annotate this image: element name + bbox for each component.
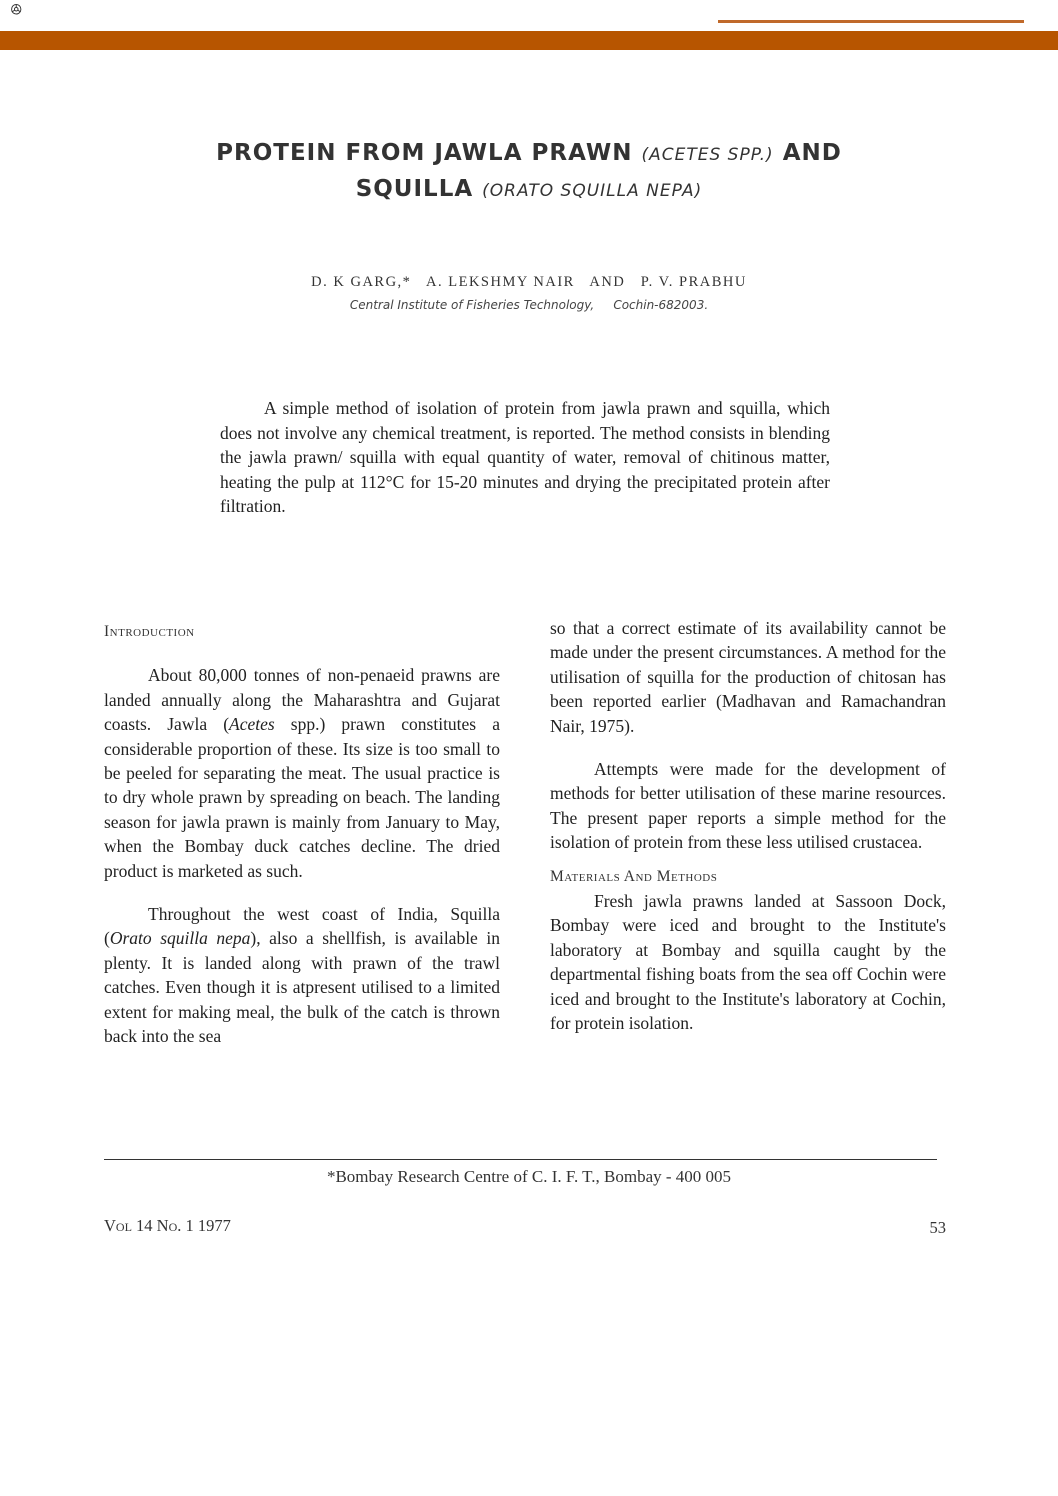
- right-paragraph-2: Attempts were made for the development of methods for better utilisation of these marine resources. The present paper reports a simple method for the isolation of protein from these less utilised crustacea.: [550, 759, 946, 853]
- title-main-2: SQUILLA: [355, 176, 474, 202]
- affiliation: Central Institute of Fisheries Technology, Cochin-682003.: [349, 298, 709, 312]
- article-title-line-1: [0, 140, 1058, 166]
- title-end-1: AND: [782, 140, 842, 166]
- intro-p1-text-a: About 80,000 tonnes of non-penaeid prawns are landed annually along the Maharashtra and Gujarat coasts. Jawla (: [104, 665, 500, 735]
- article-title-line-2: [0, 176, 1058, 202]
- header-thin-rule: [718, 20, 1024, 23]
- title-scientific-name-2: (ORATO SQUILLA NEPA): [482, 181, 703, 201]
- intro-p2-text-a: Throughout the west coast of India, Squilla (: [104, 904, 500, 949]
- intro-paragraph-2: [104, 902, 500, 1048]
- materials-paragraph-1: Fresh jawla prawns landed at Sassoon Dock, Bombay were iced and brought to the Institute's laboratory at Bombay and squilla caught by the departmental fishing boats from the sea off Cochin were iced and brought to the Institute's laboratory at Cochin, for protein isolation.: [550, 891, 946, 1034]
- footnote-rule: [104, 1159, 937, 1160]
- left-column: [104, 620, 500, 1049]
- header-color-band: [0, 31, 1058, 50]
- right-column: [550, 616, 946, 1036]
- title-scientific-name-1: (ACETES SPP.): [641, 145, 774, 165]
- intro-p2-text-b: ), also a shellfish, is available in plenty. It is landed along with prawn of the trawl catches. Even though it is atpresent utilised to a limited extent for making meal, the bulk of the catch is thrown back into the sea: [104, 928, 500, 1047]
- title-main-1: PROTEIN FROM JAWLA PRAWN: [216, 140, 633, 166]
- volume-info: [104, 1216, 231, 1236]
- intro-p1-italic: Acetes: [229, 714, 275, 735]
- intro-p1-text-b: spp.) prawn constitutes a considerable proportion of these. Its size is too small to be peeled for separating the meat. The usual practice is to dry whole prawn by spreading on beach. The landing season for jawla prawn is mainly from January to May, when the Bombay duck catches decline. The dried product is marketed as such.: [104, 714, 500, 881]
- page-number: 53: [929, 1218, 946, 1237]
- section-heading-materials-methods: Materials And Methods: [550, 867, 718, 885]
- intro-p2-italic: Orato squilla nepa: [109, 928, 251, 949]
- right-paragraph-1: so that a correct estimate of its availability cannot be made under the present circumstances. A method for the utilisation of squilla for the production of chitosan has been reported earlier (Madhavan and Ramachandran Nair, 1975).: [550, 618, 946, 736]
- volume-text: Vol 14 No. 1 1977: [104, 1216, 231, 1235]
- intro-paragraph-1: [104, 663, 500, 883]
- footnote: *Bombay Research Centre of C. I. F. T., Bombay - 400 005: [326, 1167, 732, 1186]
- section-heading-introduction: Introduction: [104, 623, 195, 640]
- abstract: A simple method of isolation of protein from jawla prawn and squilla, which does not involve any chemical treatment, is reported. The method consists in blending the jawla prawn/ squilla with equal quantity of water, removal of chitinous matter, heating the pulp at 112°C for 15-20 minutes and drying the precipitated protein after filtration.: [220, 398, 830, 516]
- authors: D. K GARG,* A. LEKSHMY NAIR AND P. V. PRABHU: [311, 274, 747, 290]
- corner-mark: ꔮ: [10, 0, 23, 19]
